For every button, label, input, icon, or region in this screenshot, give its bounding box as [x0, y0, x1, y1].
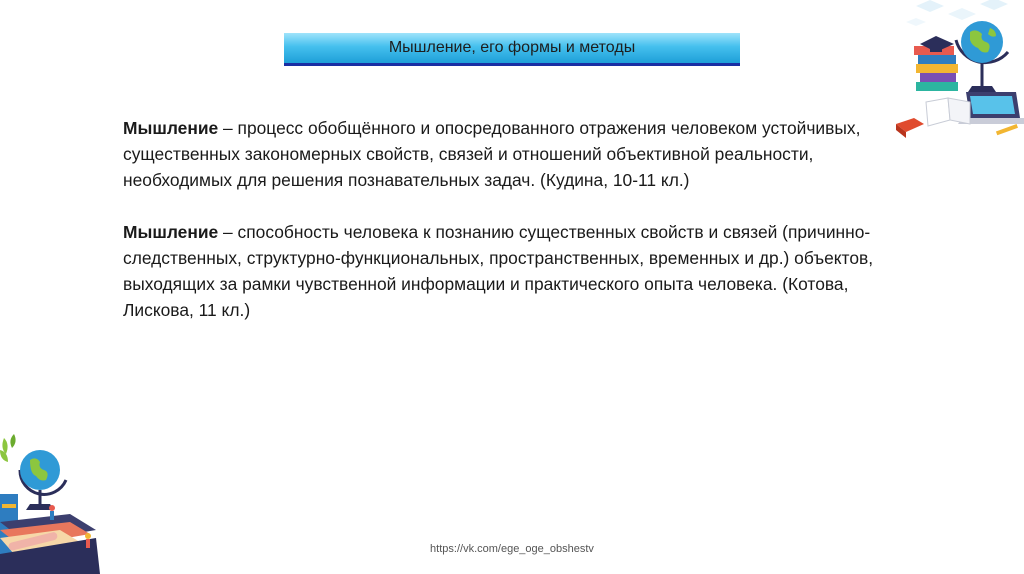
definition-term: Мышление	[123, 118, 219, 138]
education-illustration-top-right	[896, 0, 1024, 145]
slide-title: Мышление, его формы и методы	[388, 39, 636, 56]
definition-term: Мышление	[123, 222, 219, 242]
slide-title-bar	[284, 33, 740, 66]
education-illustration-bottom-left	[0, 434, 100, 574]
definition-text: – процесс обобщённого и опосредованного отражения человеком устойчивых, существенных закономерных свойств, связей и отношений объективной реальности, необходимых для решения познавательных задач. (Кудина, 10-11 кл.)	[123, 118, 861, 190]
definition-text: – способность человека к познанию существенных свойств и связей (причинно-следственных, структурно-функциональных, пространственных, временных и др.) объектов, выходящих за рамки чувственной информации и практического опыта человека. (Котова, Лискова, 11 кл.)	[123, 222, 874, 320]
slide-content	[123, 115, 883, 323]
definition-paragraph-2	[123, 219, 883, 323]
footer-link[interactable]: https://vk.com/ege_oge_obshestv	[430, 543, 594, 555]
definition-paragraph-1	[123, 115, 883, 193]
